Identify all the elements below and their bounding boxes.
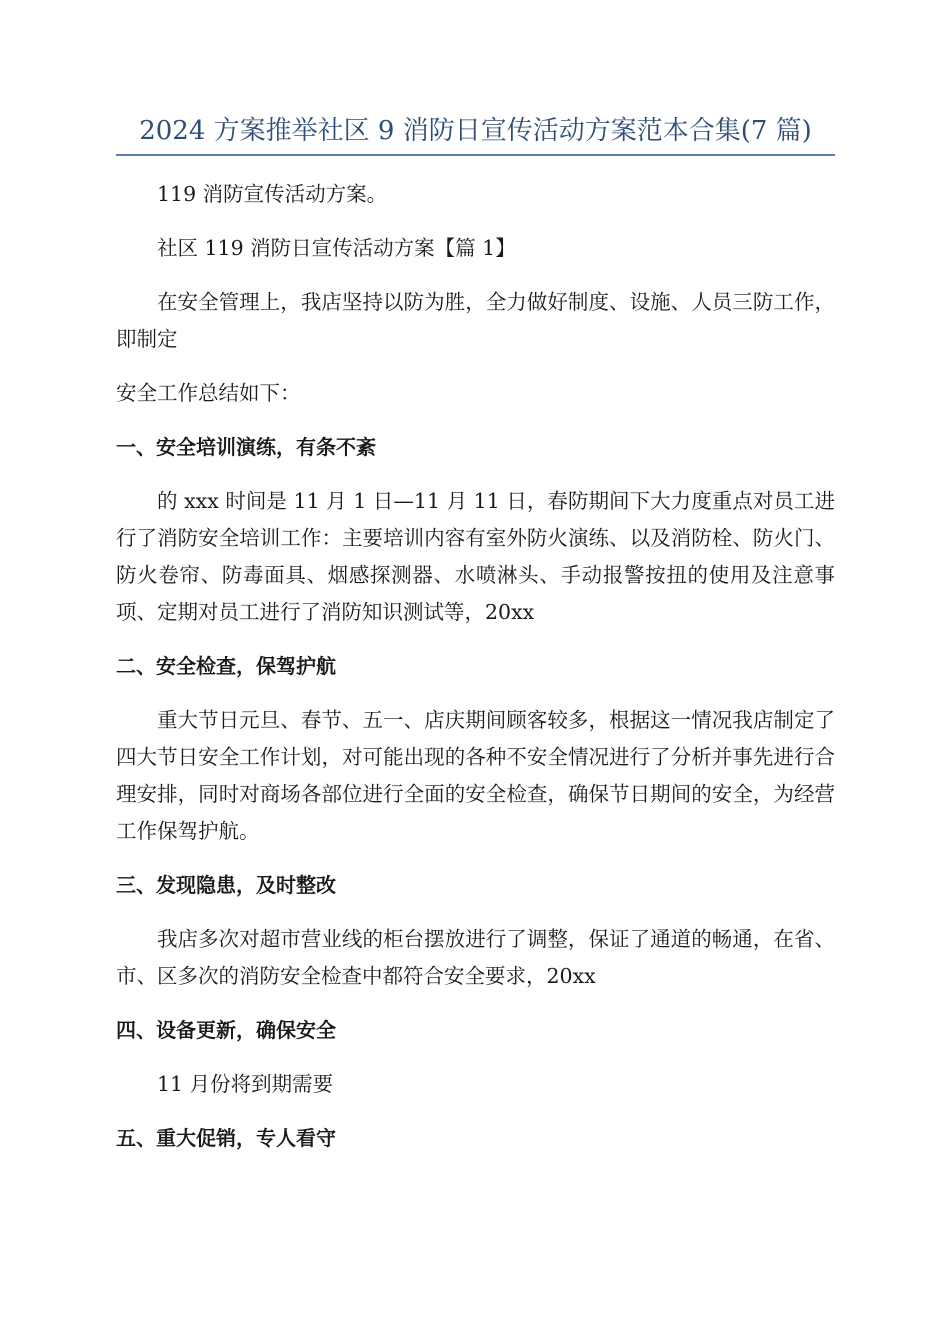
document-page [116, 112, 835, 1157]
section-heading-5: 五、重大促销，专人看守 [116, 1126, 336, 1150]
section-heading-3: 三、发现隐患，及时整改 [116, 873, 336, 897]
section-heading-4: 四、设备更新，确保安全 [116, 1018, 336, 1042]
body-paragraph-1: 在安全管理上，我店坚持以防为胜，全力做好制度、设施、人员三防工作，即制定 [116, 290, 835, 351]
subtitle-paragraph: 社区 119 消防日宣传活动方案【篇 1】 [157, 236, 516, 260]
section-body-1: 的 xxx 时间是 11 月 1 日—11 月 11 日，春防期间下大力度重点对员工进行了消防安全培训工作：主要培训内容有室外防火演练、以及消防栓、防火门、防火卷帘、防毒面具、烟感探测器、水喷淋头、手动报警按扭的使用及注意事项、定期对员工进行了消防知识测试等，20xx [116, 489, 835, 624]
section-heading-2: 二、安全检查，保驾护航 [116, 654, 336, 678]
document-title: 2024 方案推举社区 9 消防日宣传活动方案范本合集(7 篇) [139, 116, 812, 146]
section-body-4: 11 月份将到期需要 [157, 1072, 334, 1096]
section-body-3: 我店多次对超市营业线的柜台摆放进行了调整，保证了通道的畅通，在省、市、区多次的消防安全检查中都符合安全要求，20xx [116, 927, 835, 988]
section-body-2: 重大节日元旦、春节、五一、店庆期间顾客较多，根据这一情况我店制定了四大节日安全工作计划，对可能出现的各种不安全情况进行了分析并事先进行合理安排，同时对商场各部位进行全面的安全检查，确保节日期间的安全，为经营工作保驾护航。 [116, 708, 835, 843]
intro-paragraph: 119 消防宣传活动方案。 [157, 182, 388, 206]
body-paragraph-2: 安全工作总结如下： [116, 381, 301, 405]
title-underline [116, 154, 835, 156]
section-heading-1: 一、安全培训演练，有条不紊 [116, 435, 376, 459]
